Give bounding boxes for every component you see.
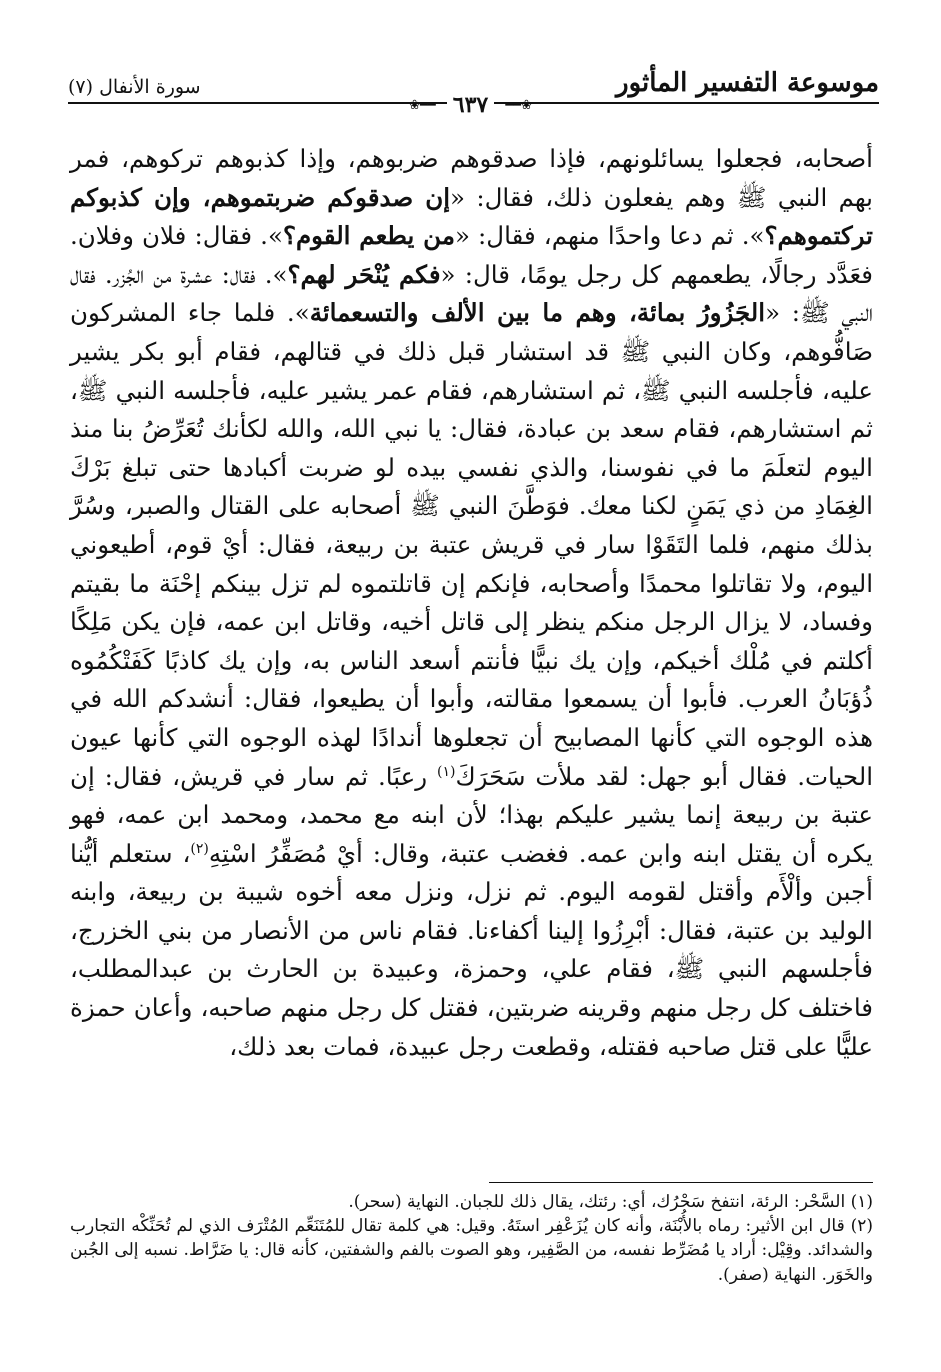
hadith-quote: إن صدقوكم ضربتموهم، وإن كذبوكم تركتموهم؟ xyxy=(70,182,873,251)
text-segment: ». فقال: فلان وفلان. فعَدَّد رجالًا، يطعمهم كل رجل يومًا، قال: « xyxy=(70,221,874,289)
text-segment: رعبًا. ثم سار في قريش، فقال: إن عتبة بن ربيعة إنما يشير عليكم بهذا؛ لأن ابنه مع محمد، ومحمد ابن عمه، فهو يكره أن يقتل ابنه وابن عمه. فغضب عتبة، وقال: أيْ مُصَفِّرُ اسْتِهِ xyxy=(70,761,873,868)
footnote-ref[interactable]: (١) xyxy=(436,763,456,780)
surah-title: سورة الأنفال (٧) xyxy=(68,76,201,98)
ornament-icon: ❀━━ xyxy=(505,97,532,113)
hadith-quote: من يطعم القوم؟ xyxy=(282,221,455,251)
footnote-divider xyxy=(489,1182,873,1183)
page-number: ٦٣٧ xyxy=(447,92,494,118)
text-segment: ». ثم دعا واحدًا منهم، فقال: « xyxy=(454,221,765,251)
footnote-ref[interactable]: (٢) xyxy=(190,840,209,857)
text-segment: ». فقال: عشرة من الجُزر. فقال النبي ﷺ: « xyxy=(70,259,873,328)
ornament-icon: ━━❀ xyxy=(409,97,436,113)
footnote-2: (٢) قال ابن الأثير: رماه بالأُبْنَة، وأنه كان يُزَعْفِر استَهُ. وقيل: هي كلمة تقال للمُتَنَعِّم المُتْرَف الذي لم تُحَنِّكْه التجارب والشدائد. وقِيْل: أراد يا مُضَرِّط نفسه، من الصَّفِير، وهو الصوت بالفم والشفتين، كأنه قال: يا ضَرَّاط. نسبه إلى الجُبن والخَوَر. النهاية (صفر). xyxy=(70,1216,873,1285)
book-title: موسوعة التفسير المأثور xyxy=(616,68,879,98)
hadith-quote: الجَزُورُ بمائة، وهم ما بين الألف والتسعمائة xyxy=(309,298,766,328)
text-segment: أصحابه، فجعلوا يسائلونهم، فإذا صدقوهم ضربوهم، وإذا كذبوهم تركوهم، فمر بهم النبي ﷺ وهم يفعلون ذلك، فقال: « xyxy=(70,144,873,212)
hadith-quote: فكم يُنْحَر لهم؟ xyxy=(287,259,441,289)
page-number-block xyxy=(0,92,941,118)
footnotes xyxy=(70,1190,873,1287)
main-text xyxy=(70,140,873,1066)
footnote-1: (١) السَّحْر: الرئة، انتفخ سَحْرُك، أي: رئتك، يقال ذلك للجبان. النهاية (سحر). xyxy=(348,1192,873,1212)
text-segment: ». فلما جاء المشركون صَافُّوهم، وكان النبي ﷺ قد استشار قبل ذلك في قتالهم، فقام أبو بكر يشير عليه، فأجلسه النبي ﷺ، ثم استشارهم، فقام عمر يشير عليه، فأجلسه النبي ﷺ، ثم استشارهم، فقام سعد بن عبادة، فقال: يا نبي الله، والله لكأنك تُعَرِّضُ بنا منذ اليوم لتعلَمَ ما في نفوسنا، والذي نفسي بيده لو ضربت أكبادها حتى تبلغ بَرْكَ الغِمَادِ من ذي يَمَنٍ لكنا معك. فوَطَّنَ النبي ﷺ أصحابه على القتال والصبر، وسُرَّ بذلك منهم، فلما التَقَوْا سار في قريش عتبة بن ربيعة، فقال: أيْ قوم، أطيعوني اليوم، ولا تقاتلوا محمدًا وأصحابه، فإنكم إن قاتلتموه لم تزل بينكم إحْنَة ما بقيتم وفساد، لا يزال الرجل منكم ينظر إلى قاتل أخيه، وقاتل ابن عمه، فإن يكن مَلِكًا أكلتم في مُلْك أخيكم، وإن يك نبيًّا فأنتم أسعد الناس به، وإن يك كاذبًا كَفَتْكُمُوه ذُؤبَانُ العرب. فأبوا أن يسمعوا مقالته، وأبوا أن يطيعوا، فقال: أنشدكم الله في هذه الوجوه التي كأنها المصابيح أن تجعلوها أندادًا لهذه الوجوه التي كأنها عيون الحيات. فقال أبو جهل: لقد ملأت سَحَرَكَ xyxy=(70,298,873,791)
text-segment: ، ستعلم أيُّنا أجبن وألْأَم وأقتل لقومه اليوم. ثم نزل، ونزل معه أخوه شيبة بن ربيعة، وابنه الوليد بن عتبة، فقال: أبْرِزُوا إلينا أكفاءنا. فقام ناس من الأنصار من بني الخزرج، فأجلسهم النبي ﷺ، فقام علي، وحمزة، وعبيدة بن الحارث بن عبدالمطلب، فاختلف كل رجل منهم وقرينه ضربتين، فقتل كل رجل منهم صاحبه، وأعان حمزة عليًّا على قتل صاحبه فقتله، وقطعت رجل عبيدة، فمات بعد ذلك، xyxy=(70,838,873,1061)
